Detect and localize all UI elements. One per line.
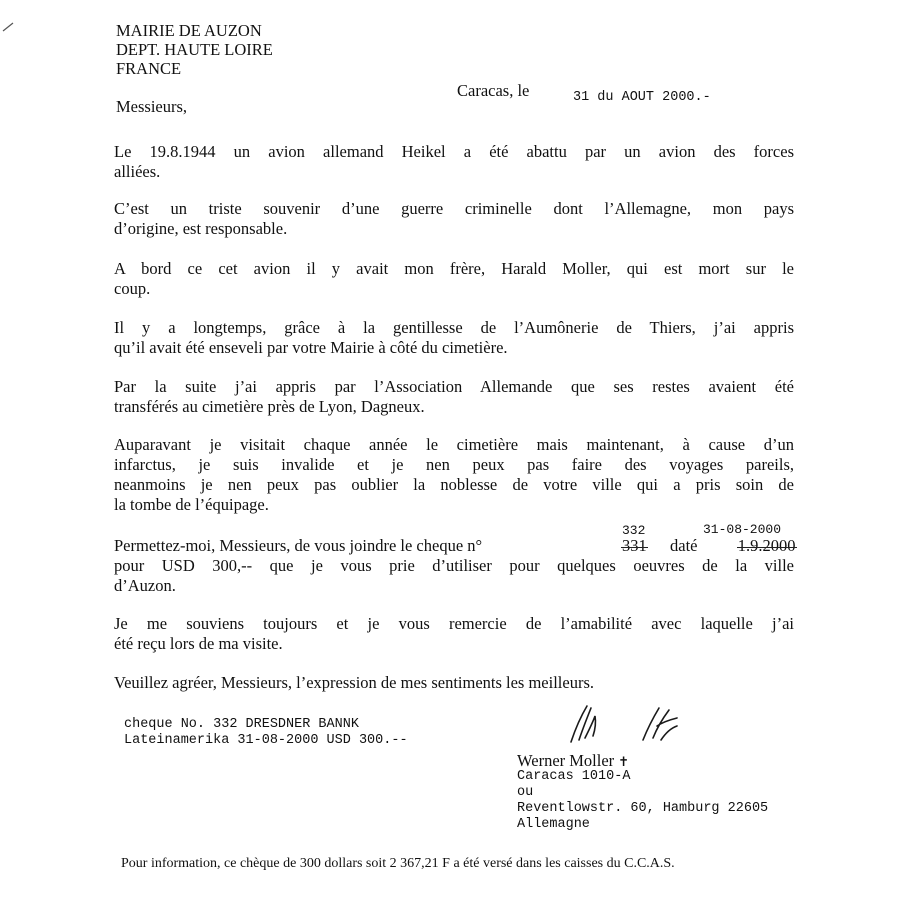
dateline-place: Caracas, le bbox=[457, 81, 530, 100]
paragraph-3 bbox=[114, 259, 794, 299]
paragraph-2 bbox=[114, 199, 794, 239]
paragraph-line: pour USD 300,-- que je vous prie d’utiliser pour quelques oeuvres de la ville bbox=[114, 556, 794, 575]
date-label: daté bbox=[670, 536, 698, 555]
cheque-number-correction: 332 bbox=[622, 523, 646, 538]
paragraph-4 bbox=[114, 318, 794, 358]
cheque-date-old: 1.9.2000 bbox=[737, 536, 796, 555]
paragraph-5 bbox=[114, 377, 794, 417]
paragraph-line: Auparavant je visitait chaque année le cimetière mais maintenant, à cause d’un bbox=[114, 435, 794, 454]
paragraph-line: C’est un triste souvenir d’une guerre criminelle dont l’Allemagne, mon pays bbox=[114, 199, 794, 218]
recipient-line: MAIRIE DE AUZON bbox=[116, 21, 262, 40]
paragraph-line: Je me souviens toujours et je vous remercie de l’amabilité avec laquelle j’ai bbox=[114, 614, 794, 633]
cheque-note bbox=[124, 717, 408, 749]
sender-name: Werner Moller bbox=[517, 751, 615, 770]
sender-address-line: Allemagne bbox=[517, 817, 590, 832]
paragraph-line: Le 19.8.1944 un avion allemand Heikel a été abattu par un avion des forces bbox=[114, 142, 794, 161]
paragraph-line: Il y a longtemps, grâce à la gentillesse de l’Aumônerie de Thiers, j’ai appris bbox=[114, 318, 794, 337]
cheque-sentence-prefix: Permettez-moi, Messieurs, de vous joindre le cheque n° bbox=[114, 536, 483, 555]
paragraph-line: infarctus, je suis invalide et je nen peux pas faire des voyages pareils, bbox=[114, 455, 794, 474]
sender-address-line: Caracas 1010-A bbox=[517, 769, 631, 784]
paragraph-line: transférés au cimetière près de Lyon, Dagneux. bbox=[114, 397, 425, 416]
cheque-note-line: Lateinamerika 31-08-2000 USD 300.-- bbox=[124, 733, 408, 748]
paragraph-line: A bord ce cet avion il y avait mon frère, Harald Moller, qui est mort sur le bbox=[114, 259, 794, 278]
scan-artifact-mark bbox=[2, 22, 14, 32]
dateline-date: 31 du AOUT 2000.- bbox=[573, 90, 711, 105]
cheque-date-correction: 31-08-2000 bbox=[703, 522, 782, 537]
recipient-address bbox=[116, 21, 273, 78]
cheque-number-old: 331 bbox=[622, 536, 647, 555]
handwritten-signature bbox=[565, 700, 685, 748]
salutation: Messieurs, bbox=[116, 97, 188, 116]
sender-address-line: ou bbox=[517, 785, 534, 800]
paragraph-line: neanmoins je nen peux pas oublier la noblesse de votre ville qui a pris soin de bbox=[114, 475, 794, 494]
footer-note: Pour information, ce chèque de 300 dollars soit 2 367,21 F a été versé dans les caisses du C.C.A.S. bbox=[121, 856, 675, 871]
paragraph-6 bbox=[114, 435, 794, 515]
paragraph-8 bbox=[114, 614, 794, 654]
paragraph-line: d’origine, est responsable. bbox=[114, 219, 288, 238]
paragraph-1 bbox=[114, 142, 794, 182]
paragraph-line: d’Auzon. bbox=[114, 576, 176, 595]
sender-address bbox=[517, 769, 768, 833]
recipient-line: FRANCE bbox=[116, 59, 182, 78]
closing-formula: Veuillez agréer, Messieurs, l’expression de mes sentiments les meilleurs. bbox=[114, 673, 594, 692]
cross-mark: ✝ bbox=[618, 755, 630, 770]
paragraph-7-line-1 bbox=[114, 536, 482, 556]
paragraph-line: la tombe de l’équipage. bbox=[114, 495, 269, 514]
paragraph-line: qu’il avait été enseveli par votre Mairie à côté du cimetière. bbox=[114, 338, 508, 357]
recipient-line: DEPT. HAUTE LOIRE bbox=[116, 40, 273, 59]
cheque-note-line: cheque No. 332 DRESDNER BANNK bbox=[124, 717, 359, 732]
paragraph-line: coup. bbox=[114, 279, 151, 298]
paragraph-line: été reçu lors de ma visite. bbox=[114, 634, 283, 653]
paragraph-7-continued bbox=[114, 556, 794, 596]
paragraph-line: alliées. bbox=[114, 162, 161, 181]
paragraph-line: Par la suite j’ai appris par l’Association Allemande que ses restes avaient été bbox=[114, 377, 794, 396]
sender-address-line: Reventlowstr. 60, Hamburg 22605 bbox=[517, 801, 769, 816]
